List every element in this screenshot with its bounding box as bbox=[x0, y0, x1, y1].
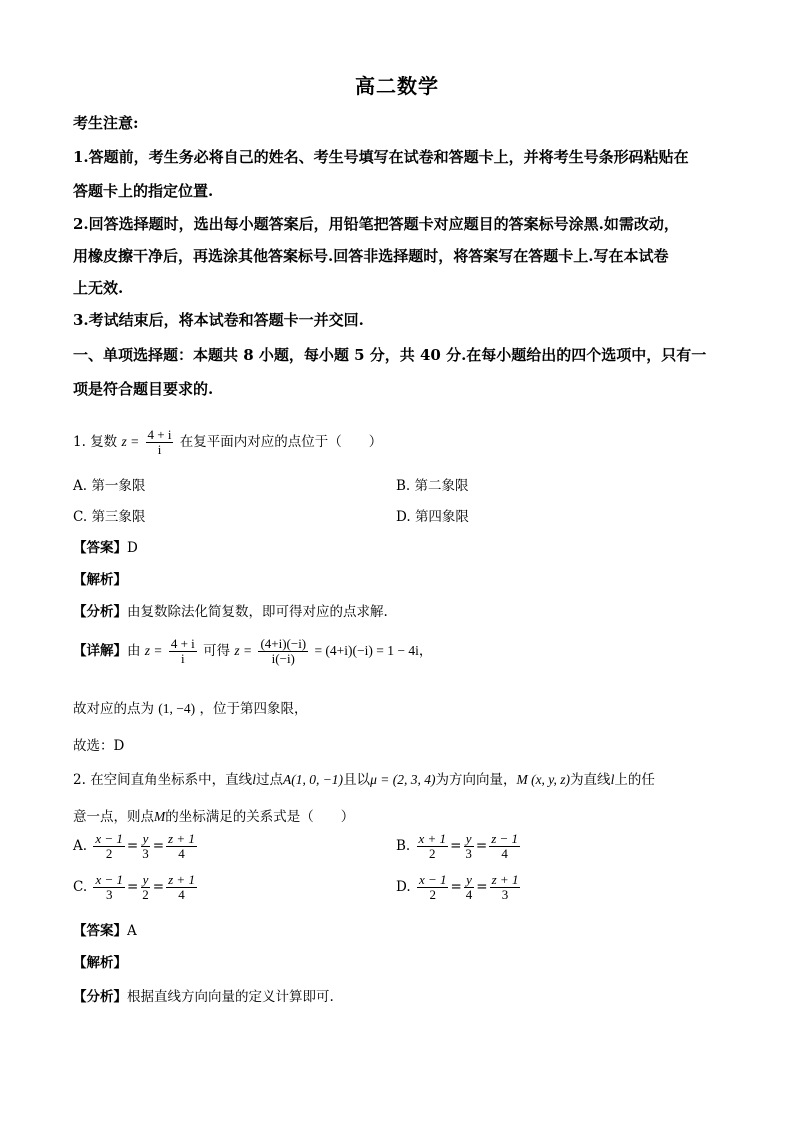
option-key: B. bbox=[396, 838, 411, 854]
answer-label: 【答案】 bbox=[73, 923, 127, 939]
question-text: 过点 bbox=[255, 772, 283, 788]
fraction-denominator: 4 bbox=[178, 846, 185, 861]
question-2-cont bbox=[73, 805, 354, 825]
question-text: 在复平面内对应的点位于（ ） bbox=[179, 434, 383, 450]
notice-line: 2.回答选择题时，选出每小题答案后，用铅笔把答题卡对应题目的答案标号涂黑.如需改动， bbox=[73, 215, 679, 233]
xiangjie-label: 【详解】 bbox=[73, 643, 127, 659]
fraction bbox=[166, 873, 197, 902]
fraction bbox=[140, 832, 151, 861]
point-text: 故对应的点为 bbox=[73, 701, 154, 717]
math-z: z = bbox=[121, 434, 140, 449]
option-c[interactable] bbox=[73, 505, 145, 525]
fraction bbox=[464, 873, 475, 902]
fraction bbox=[489, 832, 520, 861]
option-key: C. bbox=[73, 879, 88, 895]
question-text: 复数 bbox=[90, 434, 118, 450]
question-text: 为直线 bbox=[570, 772, 611, 788]
option-text: 第三象限 bbox=[91, 509, 146, 525]
fraction bbox=[93, 832, 125, 861]
option-key: A. bbox=[73, 478, 88, 494]
fraction-numerator: x + 1 bbox=[418, 831, 447, 846]
option-key: D. bbox=[396, 879, 411, 895]
fraction-numerator: y bbox=[142, 831, 149, 846]
fraction-numerator: 4 + i bbox=[170, 636, 195, 651]
fraction bbox=[93, 873, 125, 902]
option-b[interactable]: B. $\frac{x + 1}{2}$ = $\frac{y}{3}$ = $\frac{z - 1}{4}$ bbox=[396, 831, 519, 861]
fenxi-label: 【分析】 bbox=[73, 989, 127, 1005]
option-d[interactable] bbox=[396, 505, 469, 525]
question-number: 2. bbox=[73, 772, 86, 788]
fenxi-label: 【分析】 bbox=[73, 604, 127, 620]
fraction bbox=[417, 873, 449, 902]
fraction-denominator: i(−i) bbox=[271, 651, 295, 666]
fraction bbox=[463, 832, 474, 861]
section-heading-cont: 项是符合题目要求的. bbox=[73, 380, 214, 398]
fraction-denominator: 4 bbox=[501, 846, 508, 861]
fraction-denominator: 2 bbox=[105, 846, 113, 861]
answer bbox=[73, 919, 137, 939]
notice-line: 1.答题前，考生务必将自己的姓名、考生号填写在试卷和答题卡上，并将考生号条形码粘贴在 bbox=[73, 148, 689, 166]
fenxi bbox=[73, 600, 388, 620]
fraction bbox=[166, 832, 197, 861]
question-text: 意一点，则点 bbox=[73, 809, 154, 825]
fenxi-text: 由复数除法化简复数，即可得对应的点求解. bbox=[127, 604, 388, 620]
math-point: (1, −4) bbox=[158, 701, 196, 716]
math-var: M bbox=[154, 809, 166, 824]
question-text: 为方向向量， bbox=[435, 772, 517, 788]
fraction bbox=[169, 637, 197, 666]
fraction-denominator: 2 bbox=[429, 887, 436, 902]
option-key: B. bbox=[396, 478, 411, 494]
question-text: 上的任 bbox=[614, 772, 655, 788]
fraction-numerator: z + 1 bbox=[168, 872, 195, 887]
answer-value: A bbox=[127, 923, 137, 939]
option-text: 第四象限 bbox=[414, 509, 469, 525]
option-a[interactable] bbox=[73, 474, 145, 494]
fraction-numerator: z − 1 bbox=[491, 831, 519, 846]
fraction-numerator: y bbox=[142, 872, 149, 887]
fraction-numerator: z + 1 bbox=[491, 872, 519, 887]
math-z: z = bbox=[234, 643, 253, 658]
math-var: l bbox=[610, 772, 615, 787]
fraction bbox=[417, 832, 449, 861]
math-result: = (4+i)(−i) = 1 − 4i bbox=[314, 643, 419, 658]
answer bbox=[73, 536, 138, 556]
option-c[interactable]: C. $\frac{x - 1}{3}$ = $\frac{y}{2}$ = $\frac{z + 1}{4}$ bbox=[73, 872, 195, 902]
notice-line: 用橡皮擦干净后，再选涂其他答案标号.回答非选择题时，将答案写在答题卡上.写在本试卷 bbox=[73, 247, 669, 265]
xiangjie-text: 由 bbox=[127, 643, 141, 659]
math-point: A(1, 0, −1) bbox=[282, 772, 344, 787]
analysis-label bbox=[73, 568, 127, 588]
xiangjie-text: 可得 bbox=[203, 643, 231, 659]
option-key: C. bbox=[73, 509, 88, 525]
option-key: A. bbox=[73, 838, 88, 854]
fraction-denominator: i bbox=[157, 442, 162, 457]
fraction-denominator: 3 bbox=[142, 846, 149, 861]
answer-value: D bbox=[127, 540, 138, 556]
fraction-denominator: 3 bbox=[465, 846, 472, 861]
analysis-label-text: 【解析】 bbox=[73, 955, 127, 971]
question-2 bbox=[73, 768, 655, 788]
fraction-numerator: x − 1 bbox=[95, 872, 123, 887]
fraction-denominator: 3 bbox=[105, 887, 113, 902]
fraction-numerator: (4+i)(−i) bbox=[260, 636, 307, 651]
fraction-numerator: y bbox=[466, 872, 472, 887]
fraction bbox=[140, 873, 151, 902]
math-point: M (x, y, z) bbox=[516, 772, 571, 787]
fraction-denominator: 2 bbox=[429, 846, 436, 861]
fraction-numerator: z + 1 bbox=[168, 831, 195, 846]
option-a[interactable]: A. $\frac{x - 1}{2}$ = $\frac{y}{3}$ = $\frac{z + 1}{4}$ bbox=[73, 831, 195, 861]
notice-heading: 考生注意: bbox=[73, 114, 139, 132]
point-suffix: ，位于第四象限， bbox=[199, 701, 308, 717]
fraction-denominator: 2 bbox=[142, 887, 149, 902]
analysis-label-text: 【解析】 bbox=[73, 572, 127, 588]
fraction-denominator: 4 bbox=[178, 887, 185, 902]
fraction-denominator: 3 bbox=[501, 887, 509, 902]
question-text: 且以 bbox=[343, 772, 371, 788]
fraction-numerator: y bbox=[465, 831, 472, 846]
option-text: 第一象限 bbox=[91, 478, 146, 494]
answer-label: 【答案】 bbox=[73, 540, 127, 556]
fraction-denominator: i bbox=[181, 651, 185, 666]
fenxi bbox=[73, 985, 334, 1005]
question-text: 的坐标满足的关系式是（ ） bbox=[165, 809, 355, 825]
page-title: 高二数学 bbox=[355, 74, 439, 98]
option-b[interactable] bbox=[396, 474, 469, 494]
option-key: D. bbox=[396, 509, 411, 525]
point-line bbox=[73, 697, 307, 717]
notice-line: 3.考试结束后，将本试卷和答题卡一并交回. bbox=[73, 311, 364, 329]
fraction-numerator: x − 1 bbox=[95, 831, 123, 846]
math-z: z = bbox=[144, 643, 163, 658]
choose-line: 故选：D bbox=[73, 738, 125, 754]
fraction bbox=[146, 428, 174, 457]
section-heading: 一、单项选择题：本题共 8 小题，每小题 5 分，共 40 分.在每小题给出的四个选项中，只有一 bbox=[73, 346, 707, 364]
option-text: 第二象限 bbox=[414, 478, 469, 494]
fraction-numerator: 4 + i bbox=[147, 427, 172, 442]
notice-line: 答题卡上的指定位置. bbox=[73, 182, 214, 200]
fraction-denominator: 4 bbox=[465, 887, 473, 902]
punctuation: ， bbox=[418, 643, 433, 659]
analysis-label bbox=[73, 951, 127, 971]
notice-line: 上无效. bbox=[73, 279, 124, 297]
question-number: 1. bbox=[73, 434, 86, 450]
question-1 bbox=[73, 428, 382, 457]
math-vector: μ = (2, 3, 4) bbox=[370, 772, 436, 787]
option-d[interactable]: D. $\frac{x - 1}{2}$ = $\frac{y}{4}$ = $\frac{z + 1}{3}$ bbox=[396, 872, 519, 902]
fenxi-text: 根据直线方向向量的定义计算即可. bbox=[127, 989, 334, 1005]
fraction-numerator: x − 1 bbox=[418, 872, 447, 887]
xiangjie bbox=[73, 637, 432, 666]
fraction bbox=[490, 873, 521, 902]
fraction bbox=[258, 637, 308, 666]
question-text: 在空间直角坐标系中，直线 bbox=[90, 772, 253, 788]
math-var: l bbox=[252, 772, 256, 787]
